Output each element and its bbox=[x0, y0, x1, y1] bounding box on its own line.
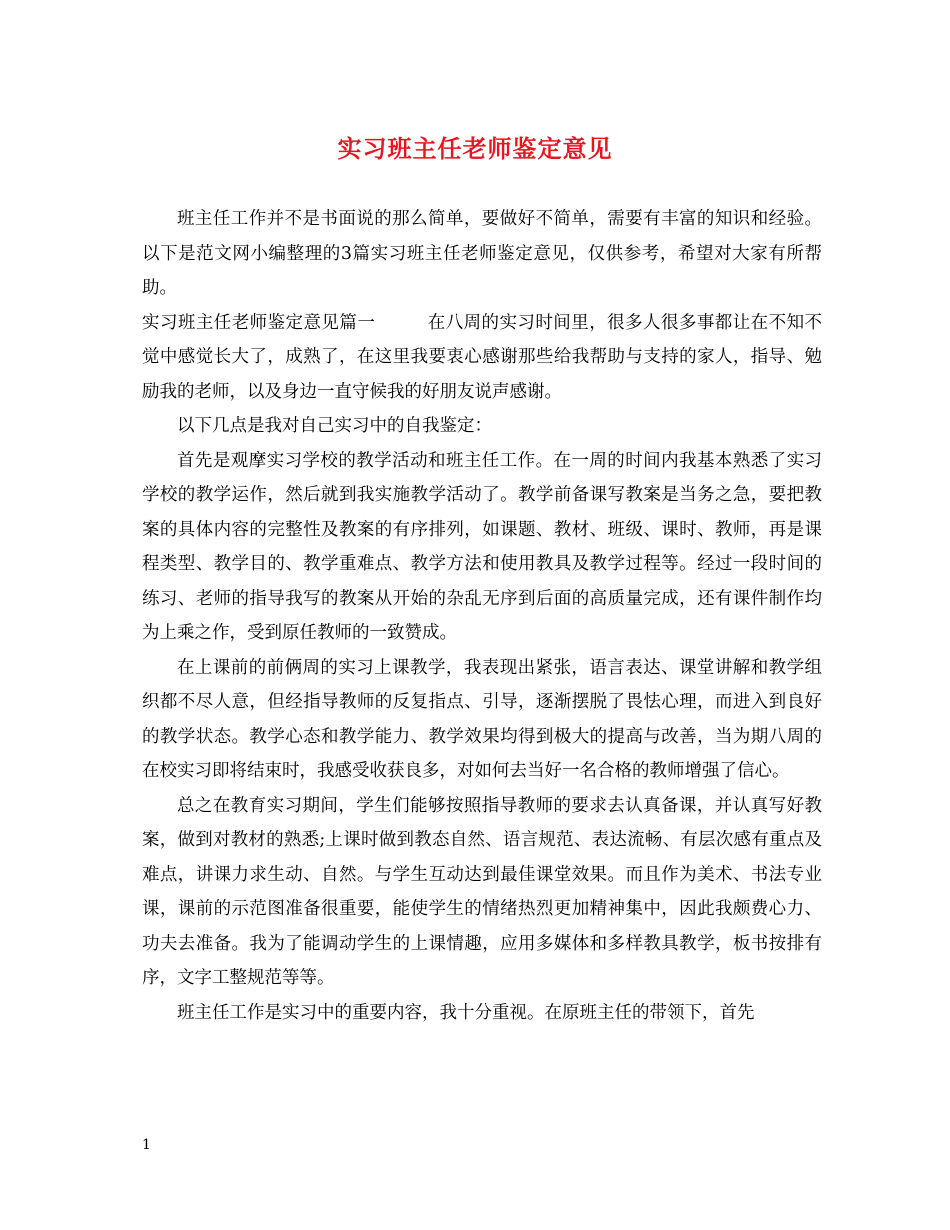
section-heading: 实习班主任老师鉴定意见篇一 bbox=[142, 312, 376, 333]
page-number: 1 bbox=[142, 1137, 151, 1153]
paragraph-before-class: 在上课前的前俩周的实习上课教学，我表现出紧张，语言表达、课堂讲解和教学组织都不尽人意，但经指导教师的反复指点、引导，逐渐摆脱了畏怯心理，而进入到良好的教学状态。教学心态和教学能力、教学效果均得到极大的提高与改善，当为期八周的在校实习即将结束时，我感受收获良多，对如何去当好一名合格的教师增强了信心。 bbox=[142, 657, 822, 781]
document-body bbox=[142, 202, 822, 1030]
section-first-text: 在八周的实习时间里，很多人很多事都让在不知不觉中感觉长大了，成熟了，在这里我要衷心感谢那些给我帮助与支持的家人，指导、勉励我的老师，以及身边一直守候我的好朋友说声感谢。 bbox=[142, 312, 823, 402]
paragraph-intro: 班主任工作并不是书面说的那么简单，要做好不简单，需要有丰富的知识和经验。以下是范文网小编整理的3篇实习班主任老师鉴定意见，仅供参考，希望对大家有所帮助。 bbox=[142, 209, 822, 298]
paragraph-first-observation: 首先是观摩实习学校的教学活动和班主任工作。在一周的时间内我基本熟悉了实习学校的教学运作，然后就到我实施教学活动了。教学前备课写教案是当务之急，要把教案的具体内容的完整性及教案的有序排列，如课题、教材、班级、课时、教师，再是课程类型、教学目的、教学重难点、教学方法和使用教具及教学过程等。经过一段时间的练习、老师的指导我写的教案从开始的杂乱无序到后面的高质量完成，还有课件制作均为上乘之作，受到原任教师的一致赞成。 bbox=[142, 450, 822, 643]
paragraph-self-evaluation: 以下几点是我对自己实习中的自我鉴定： bbox=[177, 416, 492, 436]
paragraph-summary: 总之在教育实习期间，学生们能够按照指导教师的要求去认真备课，并认真写好教案，做到对教材的熟悉;上课时做到教态自然、语言规范、表达流畅、有层次感有重点及难点，讲课力求生动、自然。与学生互动达到最佳课堂效果。而且作为美术、书法专业课，课前的示范图准备很重要，能使学生的情绪热烈更加精神集中，因此我颇费心力、功夫去准备。我为了能调动学生的上课情趣，应用多媒体和多样教具教学，板书按排有序，文字工整规范等等。 bbox=[142, 795, 822, 988]
paragraph-class-teacher: 班主任工作是实习中的重要内容，我十分重视。在原班主任的带领下，首先 bbox=[177, 1002, 755, 1023]
document-title: 实习班主任老师鉴定意见 bbox=[337, 134, 613, 163]
paragraph-section-one bbox=[142, 306, 822, 410]
